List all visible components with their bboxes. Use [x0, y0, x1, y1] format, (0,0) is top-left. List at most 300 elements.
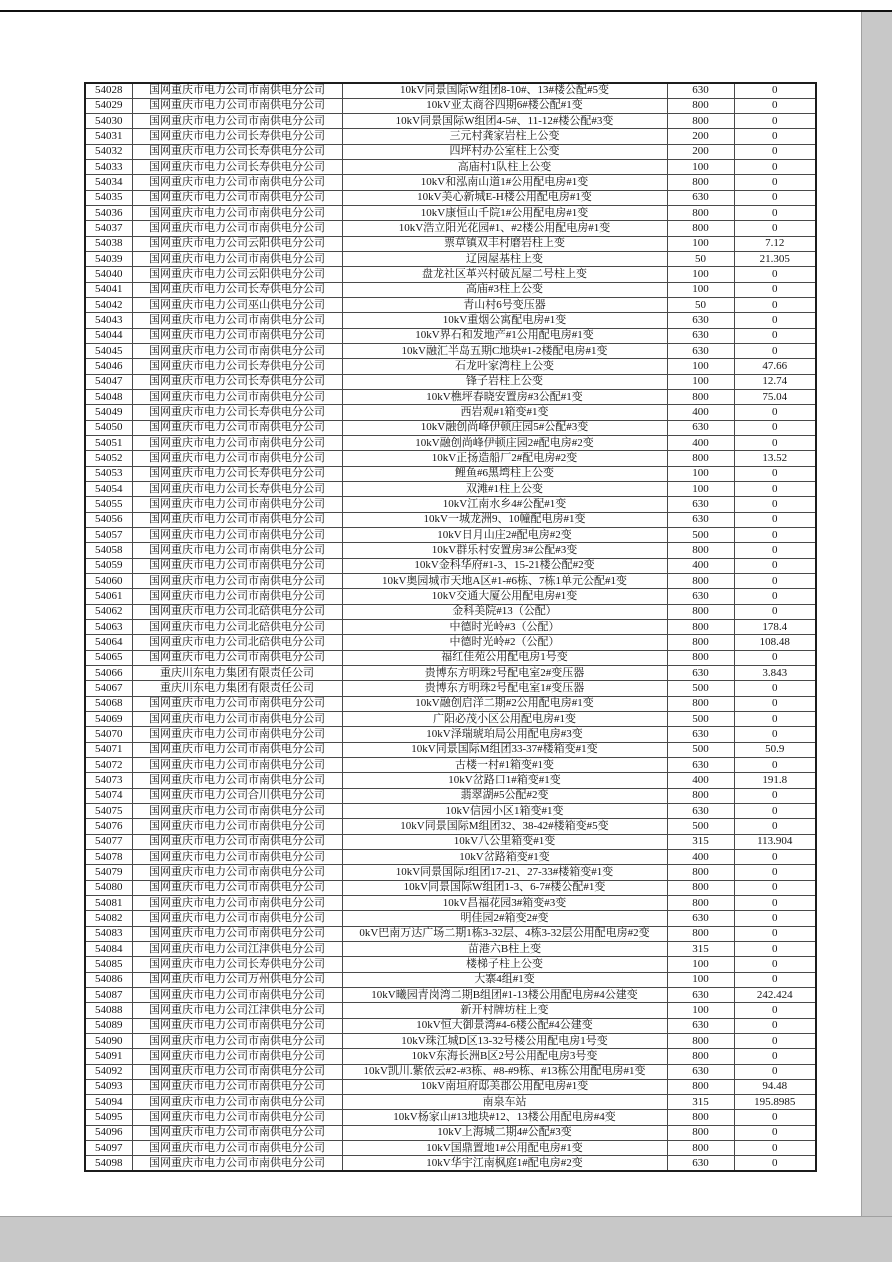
value-cell: 0	[734, 114, 816, 129]
table-row	[85, 1125, 816, 1140]
table-row	[85, 926, 816, 941]
station-name-cell: 10kV八公里箱变#1变	[342, 834, 667, 849]
capacity-cell: 315	[667, 834, 734, 849]
company-cell: 国网重庆市电力公司市南供电分公司	[132, 436, 342, 451]
company-cell: 国网重庆市电力公司市南供电分公司	[132, 1125, 342, 1140]
table-row	[85, 911, 816, 926]
capacity-cell: 100	[667, 1003, 734, 1018]
value-cell: 12.74	[734, 374, 816, 389]
capacity-cell: 800	[667, 788, 734, 803]
row-id-cell: 54077	[85, 834, 132, 849]
row-id-cell: 54076	[85, 819, 132, 834]
company-cell: 国网重庆市电力公司市南供电分公司	[132, 543, 342, 558]
row-id-cell: 54083	[85, 926, 132, 941]
table-row	[85, 436, 816, 451]
capacity-cell: 800	[667, 114, 734, 129]
row-id-cell: 54097	[85, 1141, 132, 1156]
value-cell: 0	[734, 175, 816, 190]
station-name-cell: 四坪村办公室柱上公变	[342, 144, 667, 159]
station-name-cell: 10kV康恒山千院1#公用配电房#1变	[342, 206, 667, 221]
row-id-cell: 54038	[85, 236, 132, 251]
company-cell: 国网重庆市电力公司合川供电分公司	[132, 788, 342, 803]
value-cell: 0	[734, 328, 816, 343]
company-cell: 国网重庆市电力公司市南供电分公司	[132, 512, 342, 527]
station-name-cell: 中德时光岭#3（公配）	[342, 619, 667, 634]
station-name-cell: 票草镇双丰村磨岩柱上变	[342, 236, 667, 251]
value-cell: 0	[734, 880, 816, 895]
station-name-cell: 10kV金科华府#1-3、15-21楼公配#2变	[342, 558, 667, 573]
table-row	[85, 727, 816, 742]
value-cell: 0	[734, 420, 816, 435]
station-name-cell: 10kV群乐村安置房3#公配#3变	[342, 543, 667, 558]
table-row	[85, 359, 816, 374]
row-id-cell: 54091	[85, 1049, 132, 1064]
value-cell: 0	[734, 1049, 816, 1064]
table-row	[85, 696, 816, 711]
table-row	[85, 635, 816, 650]
station-name-cell: 翡翠湖#5公配#2变	[342, 788, 667, 803]
table-row	[85, 313, 816, 328]
capacity-cell: 630	[667, 911, 734, 926]
station-name-cell: 10kV同景国际M组团32、38-42#楼箱变#5变	[342, 819, 667, 834]
capacity-cell: 630	[667, 1064, 734, 1079]
table-row	[85, 528, 816, 543]
station-name-cell: 楼梯子柱上公变	[342, 957, 667, 972]
row-id-cell: 54064	[85, 635, 132, 650]
capacity-cell: 800	[667, 1079, 734, 1094]
table-row	[85, 114, 816, 129]
value-cell: 0	[734, 957, 816, 972]
value-cell: 178.4	[734, 619, 816, 634]
company-cell: 国网重庆市电力公司市南供电分公司	[132, 451, 342, 466]
table-row	[85, 742, 816, 757]
company-cell: 国网重庆市电力公司市南供电分公司	[132, 742, 342, 757]
value-cell: 0	[734, 1018, 816, 1033]
capacity-cell: 800	[667, 895, 734, 910]
capacity-cell: 800	[667, 221, 734, 236]
station-name-cell: 高庙#3柱上公变	[342, 282, 667, 297]
table-row	[85, 589, 816, 604]
row-id-cell: 54043	[85, 313, 132, 328]
row-id-cell: 54065	[85, 650, 132, 665]
station-name-cell: 10kV和泓南山道1#公用配电房#1变	[342, 175, 667, 190]
company-cell: 国网重庆市电力公司市南供电分公司	[132, 313, 342, 328]
table-row	[85, 711, 816, 726]
value-cell: 0	[734, 543, 816, 558]
row-id-cell: 54059	[85, 558, 132, 573]
table-row	[85, 972, 816, 987]
table-row	[85, 1079, 816, 1094]
capacity-cell: 100	[667, 160, 734, 175]
value-cell: 0	[734, 512, 816, 527]
value-cell: 0	[734, 267, 816, 282]
table-row	[85, 298, 816, 313]
value-cell: 0	[734, 221, 816, 236]
table-row	[85, 221, 816, 236]
row-id-cell: 54030	[85, 114, 132, 129]
row-id-cell: 54049	[85, 405, 132, 420]
value-cell: 0	[734, 1110, 816, 1125]
capacity-cell: 630	[667, 344, 734, 359]
company-cell: 国网重庆市电力公司市南供电分公司	[132, 1049, 342, 1064]
row-id-cell: 54093	[85, 1079, 132, 1094]
table-row	[85, 1095, 816, 1110]
capacity-cell: 500	[667, 742, 734, 757]
row-id-cell: 54052	[85, 451, 132, 466]
capacity-cell: 100	[667, 972, 734, 987]
table-row	[85, 405, 816, 420]
capacity-cell: 200	[667, 144, 734, 159]
company-cell: 重庆川东电力集团有限责任公司	[132, 665, 342, 680]
table-row	[85, 1018, 816, 1033]
company-cell: 国网重庆市电力公司万州供电分公司	[132, 972, 342, 987]
table-row	[85, 865, 816, 880]
table-row	[85, 390, 816, 405]
capacity-cell: 800	[667, 1049, 734, 1064]
company-cell: 国网重庆市电力公司市南供电分公司	[132, 711, 342, 726]
value-cell: 0	[734, 757, 816, 772]
station-name-cell: 10kV上海城二期4#公配#3变	[342, 1125, 667, 1140]
capacity-cell: 800	[667, 451, 734, 466]
station-name-cell: 10kV华宇江南枫庭1#配电房#2变	[342, 1156, 667, 1171]
station-name-cell: 10kV融创尚峰伊顿庄园5#公配#3变	[342, 420, 667, 435]
station-name-cell: 10kV樵坪春晓安置房#3公配#1变	[342, 390, 667, 405]
value-cell: 0	[734, 482, 816, 497]
table-row	[85, 803, 816, 818]
company-cell: 国网重庆市电力公司市南供电分公司	[132, 83, 342, 98]
capacity-cell: 800	[667, 696, 734, 711]
capacity-cell: 315	[667, 941, 734, 956]
table-row	[85, 650, 816, 665]
value-cell: 0	[734, 344, 816, 359]
value-cell: 0	[734, 83, 816, 98]
company-cell: 国网重庆市电力公司市南供电分公司	[132, 911, 342, 926]
table-row	[85, 98, 816, 113]
table-row	[85, 344, 816, 359]
company-cell: 国网重庆市电力公司市南供电分公司	[132, 1110, 342, 1125]
company-cell: 国网重庆市电力公司市南供电分公司	[132, 849, 342, 864]
table-row	[85, 1110, 816, 1125]
table-row	[85, 129, 816, 144]
value-cell: 195.8985	[734, 1095, 816, 1110]
company-cell: 国网重庆市电力公司市南供电分公司	[132, 650, 342, 665]
capacity-cell: 800	[667, 1141, 734, 1156]
company-cell: 国网重庆市电力公司北碚供电分公司	[132, 619, 342, 634]
capacity-cell: 800	[667, 206, 734, 221]
capacity-cell: 400	[667, 405, 734, 420]
company-cell: 国网重庆市电力公司市南供电分公司	[132, 420, 342, 435]
row-id-cell: 54080	[85, 880, 132, 895]
capacity-cell: 500	[667, 819, 734, 834]
table-row	[85, 895, 816, 910]
table-row	[85, 267, 816, 282]
capacity-cell: 50	[667, 252, 734, 267]
row-id-cell: 54050	[85, 420, 132, 435]
capacity-cell: 800	[667, 619, 734, 634]
row-id-cell: 54053	[85, 466, 132, 481]
table-row	[85, 757, 816, 772]
capacity-cell: 800	[667, 604, 734, 619]
company-cell: 国网重庆市电力公司市南供电分公司	[132, 390, 342, 405]
row-id-cell: 54057	[85, 528, 132, 543]
capacity-cell: 800	[667, 865, 734, 880]
row-id-cell: 54085	[85, 957, 132, 972]
capacity-cell: 630	[667, 83, 734, 98]
company-cell: 国网重庆市电力公司市南供电分公司	[132, 819, 342, 834]
station-name-cell: 大寨4组#1变	[342, 972, 667, 987]
value-cell: 0	[734, 926, 816, 941]
row-id-cell: 54028	[85, 83, 132, 98]
row-id-cell: 54095	[85, 1110, 132, 1125]
station-name-cell: 10kV交通大厦公用配电房#1变	[342, 589, 667, 604]
capacity-cell: 100	[667, 466, 734, 481]
value-cell: 0	[734, 681, 816, 696]
capacity-cell: 630	[667, 803, 734, 818]
table-row	[85, 497, 816, 512]
company-cell: 国网重庆市电力公司长寿供电分公司	[132, 129, 342, 144]
station-name-cell: 锋子岩柱上公变	[342, 374, 667, 389]
station-name-cell: 广阳必茂小区公用配电房#1变	[342, 711, 667, 726]
station-name-cell: 10kV国鼎置地1#公用配电房#1变	[342, 1141, 667, 1156]
row-id-cell: 54084	[85, 941, 132, 956]
company-cell: 国网重庆市电力公司市南供电分公司	[132, 773, 342, 788]
company-cell: 国网重庆市电力公司市南供电分公司	[132, 926, 342, 941]
row-id-cell: 54044	[85, 328, 132, 343]
station-name-cell: 10kV融汇半岛五期C地块#1-2楼配电房#1变	[342, 344, 667, 359]
row-id-cell: 54082	[85, 911, 132, 926]
company-cell: 国网重庆市电力公司市南供电分公司	[132, 1079, 342, 1094]
capacity-cell: 800	[667, 390, 734, 405]
capacity-cell: 630	[667, 757, 734, 772]
station-name-cell: 10kV奥园城市天地A区#1-#6栋、7栋1单元公配#1变	[342, 574, 667, 589]
station-name-cell: 10kV江南水乡4#公配#1变	[342, 497, 667, 512]
company-cell: 国网重庆市电力公司云阳供电分公司	[132, 267, 342, 282]
table-row	[85, 619, 816, 634]
table-row	[85, 987, 816, 1002]
station-name-cell: 10kV同景国际W组团1-3、6-7#楼公配#1变	[342, 880, 667, 895]
company-cell: 国网重庆市电力公司北碚供电分公司	[132, 604, 342, 619]
table-row	[85, 160, 816, 175]
company-cell: 国网重庆市电力公司市南供电分公司	[132, 895, 342, 910]
company-cell: 国网重庆市电力公司市南供电分公司	[132, 1156, 342, 1171]
value-cell: 0	[734, 558, 816, 573]
table-row	[85, 190, 816, 205]
station-name-cell: 10kV凯川.紫依云#2-#3栋、#8-#9栋、#13栋公用配电房#1变	[342, 1064, 667, 1079]
table-row	[85, 175, 816, 190]
company-cell: 国网重庆市电力公司长寿供电分公司	[132, 957, 342, 972]
table-row	[85, 374, 816, 389]
row-id-cell: 54098	[85, 1156, 132, 1171]
company-cell: 国网重庆市电力公司市南供电分公司	[132, 589, 342, 604]
table-row	[85, 1049, 816, 1064]
station-name-cell: 贵博东方明珠2号配电室2#变压器	[342, 665, 667, 680]
value-cell: 0	[734, 788, 816, 803]
station-name-cell: 福红佳苑公用配电房1号变	[342, 650, 667, 665]
table-row	[85, 558, 816, 573]
station-name-cell: 10kV同景国际J组团17-21、27-33#楼箱变#1变	[342, 865, 667, 880]
row-id-cell: 54086	[85, 972, 132, 987]
value-cell: 94.48	[734, 1079, 816, 1094]
company-cell: 国网重庆市电力公司北碚供电分公司	[132, 635, 342, 650]
value-cell: 0	[734, 941, 816, 956]
company-cell: 国网重庆市电力公司市南供电分公司	[132, 175, 342, 190]
station-name-cell: 10kV界石和发地产#1公用配电房#1变	[342, 328, 667, 343]
company-cell: 国网重庆市电力公司江津供电分公司	[132, 1003, 342, 1018]
station-name-cell: 新开村牌坊柱上变	[342, 1003, 667, 1018]
station-name-cell: 10kV岔路箱变#1变	[342, 849, 667, 864]
table-row	[85, 941, 816, 956]
capacity-cell: 800	[667, 98, 734, 113]
station-name-cell: 10kV同景国际M组团33-37#楼箱变#1变	[342, 742, 667, 757]
row-id-cell: 54073	[85, 773, 132, 788]
row-id-cell: 54081	[85, 895, 132, 910]
company-cell: 国网重庆市电力公司市南供电分公司	[132, 206, 342, 221]
station-name-cell: 苗港六B柱上变	[342, 941, 667, 956]
company-cell: 国网重庆市电力公司长寿供电分公司	[132, 405, 342, 420]
station-name-cell: 0kV巴南万达广场二期1栋3-32层、4栋3-32层公用配电房#2变	[342, 926, 667, 941]
station-name-cell: 中德时光岭#2（公配）	[342, 635, 667, 650]
company-cell: 国网重庆市电力公司市南供电分公司	[132, 1018, 342, 1033]
station-name-cell: 10kV昌福花园3#箱变#3变	[342, 895, 667, 910]
row-id-cell: 54090	[85, 1033, 132, 1048]
page-top-rule	[0, 10, 892, 12]
row-id-cell: 54068	[85, 696, 132, 711]
capacity-cell: 630	[667, 190, 734, 205]
row-id-cell: 54037	[85, 221, 132, 236]
table-row	[85, 819, 816, 834]
capacity-cell: 630	[667, 589, 734, 604]
capacity-cell: 630	[667, 512, 734, 527]
value-cell: 0	[734, 696, 816, 711]
table-row	[85, 1003, 816, 1018]
station-name-cell: 明佳园2#箱变2#变	[342, 911, 667, 926]
value-cell: 0	[734, 98, 816, 113]
value-cell: 75.04	[734, 390, 816, 405]
row-id-cell: 54051	[85, 436, 132, 451]
company-cell: 国网重庆市电力公司江津供电分公司	[132, 941, 342, 956]
capacity-cell: 100	[667, 957, 734, 972]
table-row	[85, 788, 816, 803]
company-cell: 国网重庆市电力公司长寿供电分公司	[132, 144, 342, 159]
value-cell: 0	[734, 405, 816, 420]
company-cell: 国网重庆市电力公司市南供电分公司	[132, 803, 342, 818]
row-id-cell: 54096	[85, 1125, 132, 1140]
row-id-cell: 54061	[85, 589, 132, 604]
capacity-cell: 630	[667, 328, 734, 343]
capacity-cell: 500	[667, 681, 734, 696]
row-id-cell: 54045	[85, 344, 132, 359]
value-cell: 0	[734, 1125, 816, 1140]
capacity-cell: 630	[667, 1018, 734, 1033]
capacity-cell: 800	[667, 926, 734, 941]
row-id-cell: 54047	[85, 374, 132, 389]
row-id-cell: 54075	[85, 803, 132, 818]
company-cell: 国网重庆市电力公司市南供电分公司	[132, 696, 342, 711]
row-id-cell: 54042	[85, 298, 132, 313]
row-id-cell: 54078	[85, 849, 132, 864]
capacity-cell: 100	[667, 267, 734, 282]
station-name-cell: 10kV南垣府邸美郡公用配电房#1变	[342, 1079, 667, 1094]
value-cell: 0	[734, 589, 816, 604]
value-cell: 0	[734, 436, 816, 451]
company-cell: 国网重庆市电力公司市南供电分公司	[132, 1141, 342, 1156]
company-cell: 国网重庆市电力公司长寿供电分公司	[132, 282, 342, 297]
row-id-cell: 54034	[85, 175, 132, 190]
station-name-cell: 鲤鱼#6黑塆柱上公变	[342, 466, 667, 481]
station-name-cell: 10kV亚太商谷四期6#楼公配#1变	[342, 98, 667, 113]
page-bottom-margin	[0, 1216, 892, 1262]
row-id-cell: 54070	[85, 727, 132, 742]
table-row	[85, 957, 816, 972]
row-id-cell: 54074	[85, 788, 132, 803]
row-id-cell: 54079	[85, 865, 132, 880]
value-cell: 0	[734, 282, 816, 297]
company-cell: 国网重庆市电力公司长寿供电分公司	[132, 482, 342, 497]
station-name-cell: 10kV正扬造船厂2#配电房#2变	[342, 451, 667, 466]
value-cell: 108.48	[734, 635, 816, 650]
company-cell: 国网重庆市电力公司市南供电分公司	[132, 880, 342, 895]
row-id-cell: 54063	[85, 619, 132, 634]
table-row	[85, 252, 816, 267]
row-id-cell: 54087	[85, 987, 132, 1002]
station-name-cell: 10kV泽瑞琥珀局公用配电房#3变	[342, 727, 667, 742]
station-name-cell: 10kV恒大御景湾#4-6楼公配#4公建变	[342, 1018, 667, 1033]
value-cell: 7.12	[734, 236, 816, 251]
company-cell: 重庆川东电力集团有限责任公司	[132, 681, 342, 696]
row-id-cell: 54032	[85, 144, 132, 159]
station-name-cell: 三元村龚家岩柱上公变	[342, 129, 667, 144]
company-cell: 国网重庆市电力公司市南供电分公司	[132, 528, 342, 543]
station-name-cell: 贵博东方明珠2号配电室1#变压器	[342, 681, 667, 696]
capacity-cell: 100	[667, 374, 734, 389]
row-id-cell: 54046	[85, 359, 132, 374]
capacity-cell: 630	[667, 727, 734, 742]
station-name-cell: 古楼一村#1箱变#1变	[342, 757, 667, 772]
station-name-cell: 高庙村1队柱上公变	[342, 160, 667, 175]
capacity-cell: 100	[667, 482, 734, 497]
value-cell: 0	[734, 650, 816, 665]
value-cell: 0	[734, 497, 816, 512]
table-row	[85, 1064, 816, 1079]
value-cell: 242.424	[734, 987, 816, 1002]
value-cell: 21.305	[734, 252, 816, 267]
capacity-cell: 500	[667, 711, 734, 726]
table-row	[85, 466, 816, 481]
station-name-cell: 10kV东海长洲B区2号公用配电房3号变	[342, 1049, 667, 1064]
row-id-cell: 54054	[85, 482, 132, 497]
company-cell: 国网重庆市电力公司市南供电分公司	[132, 114, 342, 129]
capacity-cell: 630	[667, 987, 734, 1002]
capacity-cell: 800	[667, 543, 734, 558]
station-name-cell: 金科美院#13（公配）	[342, 604, 667, 619]
capacity-cell: 800	[667, 650, 734, 665]
capacity-cell: 200	[667, 129, 734, 144]
row-id-cell: 54060	[85, 574, 132, 589]
value-cell: 0	[734, 819, 816, 834]
transformer-record-table	[84, 82, 817, 1172]
table-body	[85, 83, 816, 1171]
company-cell: 国网重庆市电力公司市南供电分公司	[132, 727, 342, 742]
capacity-cell: 500	[667, 528, 734, 543]
station-name-cell: 10kV浩立阳光花园#1、#2楼公用配电房#1变	[342, 221, 667, 236]
company-cell: 国网重庆市电力公司长寿供电分公司	[132, 359, 342, 374]
value-cell: 0	[734, 190, 816, 205]
table-row	[85, 282, 816, 297]
capacity-cell: 400	[667, 558, 734, 573]
station-name-cell: 10kV珠江城D区13-32号楼公用配电房1号变	[342, 1033, 667, 1048]
station-name-cell: 10kV一城龙洲9、10幢配电房#1变	[342, 512, 667, 527]
table-row	[85, 83, 816, 98]
